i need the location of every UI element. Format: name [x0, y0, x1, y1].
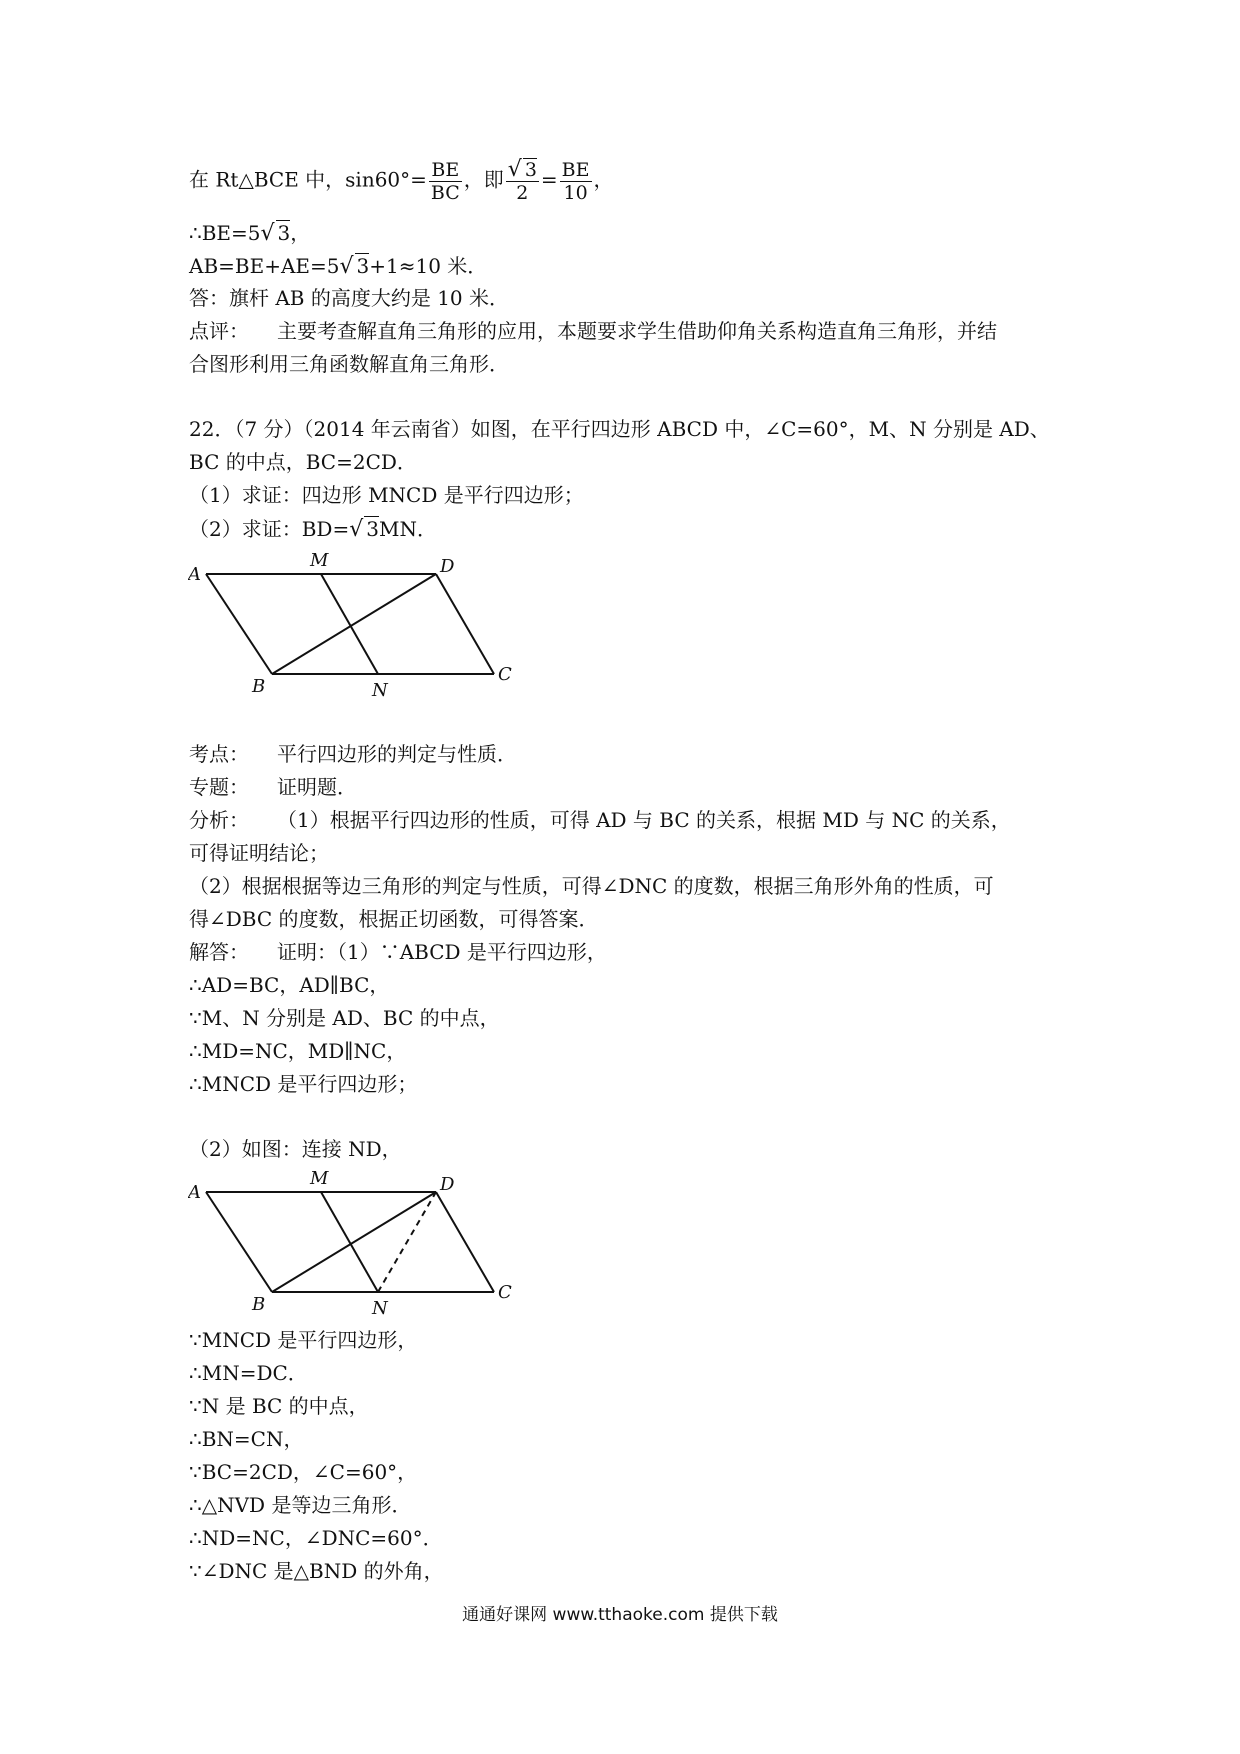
q22-line4 — [189, 516, 437, 542]
zhuanti — [189, 775, 357, 799]
fraction-be-10 — [560, 159, 592, 204]
fraction-sqrt3-2 — [506, 158, 539, 204]
proof-step-4: ∴MNCD 是平行四边形； — [189, 1072, 418, 1096]
proof2-step-1: ∵MNCD 是平行四边形， — [189, 1328, 418, 1352]
segment-bd — [272, 574, 436, 674]
proof2-step-2: ∴MN=DC． — [189, 1361, 308, 1385]
proof2-step-7: ∴ND=NC，∠DNC=60°． — [189, 1526, 443, 1550]
sol21-line2 — [189, 220, 310, 246]
label-c: C — [498, 664, 512, 685]
label-a: A — [188, 564, 201, 585]
sol21-text: ，即 — [463, 167, 504, 192]
edge-dc — [436, 574, 494, 674]
equals: = — [540, 167, 558, 192]
parallelogram-figure-1 — [188, 550, 528, 700]
segment-mn — [321, 574, 378, 674]
radicand: 3 — [356, 254, 370, 278]
edge-dc — [436, 1192, 494, 1292]
q22-text: （2）求证：BD= — [189, 517, 350, 541]
kaodian-text: 平行四边形的判定与性质． — [277, 742, 517, 766]
label-a: A — [188, 1182, 201, 1203]
sol21-comment — [189, 319, 997, 343]
fenxi-label: 分析： — [189, 808, 249, 832]
sol21-line1 — [189, 158, 614, 204]
label-b: B — [252, 676, 266, 697]
radicand: 3 — [524, 159, 537, 181]
kaodian-label: 考点： — [189, 742, 249, 766]
frac-den: BC — [430, 181, 460, 204]
segment-mn — [321, 1192, 378, 1292]
segment-nd-dashed — [378, 1192, 436, 1292]
label-m: M — [310, 550, 329, 571]
jieda-label: 解答： — [189, 940, 249, 964]
q22-text: MN． — [378, 517, 437, 541]
frac-den: 2 — [516, 182, 529, 204]
part2-intro: （2）如图：连接 ND， — [189, 1137, 402, 1161]
kaodian — [189, 742, 517, 766]
label-m: M — [310, 1168, 329, 1189]
radical-sign: √ — [349, 517, 364, 542]
fenxi-l2: 可得证明结论； — [189, 841, 329, 865]
proof2-step-4: ∴BN=CN， — [189, 1427, 304, 1451]
q22-line1: 22．（7 分）（2014 年云南省）如图，在平行四边形 ABCD 中，∠C=60°，M、N 分别是 AD、 — [189, 417, 1050, 441]
proof-step-2: ∵M、N 分别是 AD、BC 的中点， — [189, 1006, 500, 1030]
fenxi-l4: 得∠DBC 的度数，根据正切函数，可得答案． — [189, 907, 599, 931]
frac-num — [506, 158, 539, 182]
frac-num: BE — [561, 158, 590, 181]
proof-step-1: ∴AD=BC，AD∥BC， — [189, 973, 390, 997]
label-b: B — [252, 1294, 266, 1315]
fenxi — [189, 808, 1011, 832]
label-n: N — [372, 680, 388, 700]
sol21-text: ∴BE=5 — [189, 221, 261, 245]
comment-text: 主要考查解直角三角形的应用，本题要求学生借助仰角关系构造直角三角形，并结 — [277, 319, 997, 343]
proof2-step-3: ∵N 是 BC 的中点， — [189, 1394, 369, 1418]
jieda — [189, 940, 607, 964]
frac-num: BE — [429, 159, 462, 182]
radicand: 3 — [277, 221, 291, 245]
label-d: D — [440, 556, 455, 577]
frac-den: 10 — [563, 181, 588, 204]
jieda-text: 证明：（1）∵ABCD 是平行四边形， — [277, 940, 607, 964]
q22-line3: （1）求证：四边形 MNCD 是平行四边形； — [189, 483, 584, 507]
proof2-step-6: ∴△NVD 是等边三角形． — [189, 1493, 412, 1517]
zhuanti-label: 专题： — [189, 775, 249, 799]
fenxi-l3: （2）根据根据等边三角形的判定与性质，可得∠DNC 的度数，根据三角形外角的性质，可 — [189, 874, 994, 898]
radical-sign: √ — [339, 254, 354, 279]
q22-line2: BC 的中点，BC=2CD． — [189, 450, 417, 474]
sol21-line3 — [189, 253, 487, 279]
label-d: D — [440, 1174, 455, 1195]
segment-bd — [272, 1192, 436, 1292]
sol21-comment-cont: 合图形利用三角函数解直角三角形． — [189, 352, 509, 376]
proof2-step-5: ∵BC=2CD，∠C=60°， — [189, 1460, 418, 1484]
fenxi-text: （1）根据平行四边形的性质，可得 AD 与 BC 的关系，根据 MD 与 NC 的关系， — [277, 808, 1011, 832]
sol21-text: ， — [593, 167, 614, 192]
zhuanti-text: 证明题． — [277, 775, 357, 799]
label-c: C — [498, 1282, 512, 1303]
comment-label: 点评： — [189, 319, 249, 343]
edge-ab — [206, 574, 272, 674]
label-n: N — [372, 1298, 388, 1318]
sol21-text: ， — [290, 221, 311, 245]
sol21-text: +1≈10 米． — [369, 254, 488, 278]
proof-step-3: ∴MD=NC，MD∥NC， — [189, 1039, 407, 1063]
radicand: 3 — [366, 517, 379, 541]
proof2-step-8: ∵∠DNC 是△BND 的外角， — [189, 1559, 444, 1583]
sol21-answer: 答：旗杆 AB 的高度大约是 10 米． — [189, 286, 510, 310]
sol21-text: AB=BE+AE=5 — [189, 254, 340, 278]
fraction-be-bc — [429, 159, 462, 204]
page-footer: 通通好课网 www.tthaoke.com 提供下载 — [462, 1605, 778, 1625]
parallelogram-figure-2 — [188, 1168, 528, 1318]
radical-sign: √ — [260, 221, 275, 246]
sol21-text: 在 Rt△BCE 中，sin60°= — [189, 167, 427, 192]
edge-ab — [206, 1192, 272, 1292]
radical-sign: √ — [507, 157, 522, 182]
